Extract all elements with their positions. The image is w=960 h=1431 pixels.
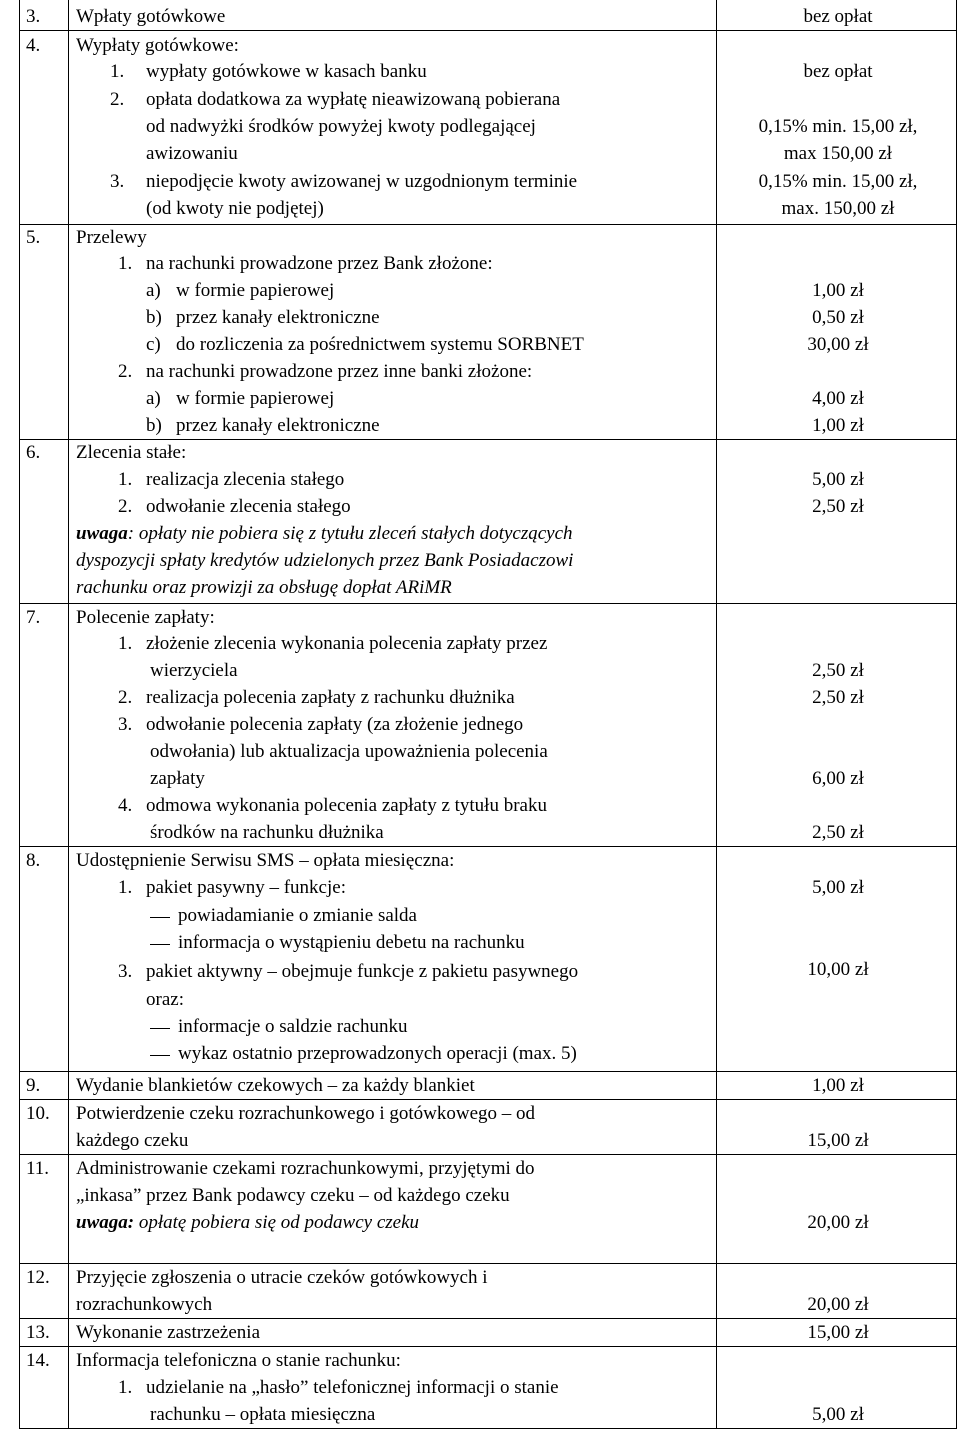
table-border-bottom [19, 1428, 957, 1429]
item-label: niepodjęcie kwoty awizowanej w uzgodnionym terminie [146, 171, 578, 192]
item-label: (od kwoty nie podjętej) [146, 198, 324, 219]
fee-value: 1,00 zł [812, 1075, 864, 1096]
row-divider [19, 439, 957, 440]
row-title: Wpłaty gotówkowe [76, 6, 226, 27]
fee-value: 10,00 zł [807, 959, 869, 980]
item-label: do rozliczenia za pośrednictwem systemu SORBNET [176, 334, 584, 355]
fee-value: 4,00 zł [812, 388, 864, 409]
note-text [76, 524, 573, 543]
item-number: 2. [118, 687, 133, 708]
item-label: rachunku – opłata miesięczna [150, 1404, 376, 1425]
dash-bullet-icon [150, 917, 170, 918]
fee-value: 1,00 zł [812, 415, 864, 436]
row-divider [19, 1318, 957, 1319]
table-border-left [19, 0, 20, 1428]
item-number: 3. [118, 961, 133, 982]
fee-value: 0,15% min. 15,00 zł, [758, 116, 918, 137]
dash-bullet-icon [150, 1055, 170, 1056]
item-number: 1. [118, 469, 133, 490]
item-label: przez kanały elektroniczne [176, 307, 380, 328]
column-divider-number [68, 0, 69, 1428]
item-letter: c) [146, 334, 161, 355]
note-text [76, 1213, 419, 1232]
item-number: 1. [110, 61, 125, 82]
item-label: na rachunki prowadzone przez inne banki złożone: [146, 361, 533, 382]
item-label: awizowaniu [146, 143, 238, 164]
note-line: : opłaty nie pobiera się z tytułu zleceń stałych dotyczących [127, 523, 573, 544]
row-divider [19, 1346, 957, 1347]
row-title: Administrowanie czekami rozrachunkowymi, przyjętymi do [76, 1158, 535, 1179]
row-divider [19, 1099, 957, 1100]
item-label: odwołanie polecenia zapłaty (za złożenie jednego [146, 714, 524, 735]
fee-value: max 150,00 zł [783, 143, 893, 164]
row-divider [19, 224, 957, 225]
row-number: 11. [26, 1158, 50, 1179]
row-title: Przelewy [76, 227, 147, 248]
item-label: na rachunki prowadzone przez Bank złożone: [146, 253, 493, 274]
item-label: w formie papierowej [176, 388, 335, 409]
fee-value: 30,00 zł [807, 334, 869, 355]
row-title: Zlecenia stałe: [76, 442, 187, 463]
item-label: odwołania) lub aktualizacja upoważnienia polecenia [150, 741, 548, 762]
item-label: zapłaty [150, 768, 205, 789]
item-number: 4. [118, 795, 133, 816]
row-number: 13. [26, 1322, 50, 1343]
fee-value: 6,00 zł [812, 768, 864, 789]
fee-value: 5,00 zł [812, 1404, 864, 1425]
item-label: realizacja zlecenia stałego [146, 469, 345, 490]
row-title: Udostępnienie Serwisu SMS – opłata miesięczna: [76, 850, 455, 871]
item-label: złożenie zlecenia wykonania polecenia zapłaty przez [146, 633, 548, 654]
list-item: informacja o wystąpieniu debetu na rachunku [178, 932, 525, 953]
item-number: 2. [118, 496, 133, 517]
item-label: odmowa wykonania polecenia zapłaty z tytułu braku [146, 795, 547, 816]
row-number: 5. [26, 227, 41, 248]
row-divider [19, 603, 957, 604]
item-label: oraz: [146, 989, 184, 1010]
note-label: uwaga [76, 523, 128, 544]
item-number: 2. [110, 89, 125, 110]
list-item: informacje o saldzie rachunku [178, 1016, 408, 1037]
row-title: Wykonanie zastrzeżenia [76, 1322, 260, 1343]
row-number: 10. [26, 1103, 50, 1124]
fee-value: 5,00 zł [812, 877, 864, 898]
fee-value: 1,00 zł [812, 280, 864, 301]
fee-value: 20,00 zł [807, 1212, 869, 1233]
dash-bullet-icon [150, 1028, 170, 1029]
column-divider-fee [716, 0, 717, 1428]
row-number: 6. [26, 442, 41, 463]
fee-value: 2,50 zł [812, 822, 864, 843]
item-number: 1. [118, 253, 133, 274]
dash-bullet-icon [150, 944, 170, 945]
item-label: wypłaty gotówkowe w kasach banku [146, 61, 427, 82]
note-line: dyspozycji spłaty kredytów udzielonych przez Bank Posiadaczowi [76, 550, 574, 571]
fee-value: 15,00 zł [807, 1322, 869, 1343]
row-divider [19, 846, 957, 847]
fee-value: max. 150,00 zł [781, 198, 895, 219]
item-number: 1. [118, 633, 133, 654]
item-label: przez kanały elektroniczne [176, 415, 380, 436]
note-label: uwaga: [76, 1212, 135, 1233]
item-label: wierzyciela [150, 660, 238, 681]
fee-value: 2,50 zł [812, 660, 864, 681]
item-number: 2. [118, 361, 133, 382]
item-letter: b) [146, 415, 162, 436]
row-divider [19, 1263, 957, 1264]
table-border-right [956, 0, 957, 1428]
fee-value: bez opłat [803, 6, 873, 27]
row-title: każdego czeku [76, 1130, 189, 1151]
row-number: 12. [26, 1267, 50, 1288]
row-title: Potwierdzenie czeku rozrachunkowego i gotówkowego – od [76, 1103, 536, 1124]
item-number: 1. [118, 1377, 133, 1398]
row-number: 14. [26, 1350, 50, 1371]
item-letter: b) [146, 307, 162, 328]
list-item: powiadamianie o zmianie salda [178, 905, 417, 926]
fee-value: 0,15% min. 15,00 zł, [758, 171, 918, 192]
fee-value: 0,50 zł [812, 307, 864, 328]
row-number: 8. [26, 850, 41, 871]
row-number: 4. [26, 35, 41, 56]
row-title: Polecenie zapłaty: [76, 607, 215, 628]
item-letter: a) [146, 280, 161, 301]
item-label: realizacja polecenia zapłaty z rachunku dłużnika [146, 687, 515, 708]
item-label: od nadwyżki środków powyżej kwoty podlegającej [146, 116, 536, 137]
item-number: 3. [118, 714, 133, 735]
fee-value: 15,00 zł [807, 1130, 869, 1151]
item-label: udzielanie na „hasło” telefonicznej informacji o stanie [146, 1377, 559, 1398]
row-number: 9. [26, 1075, 41, 1096]
row-title: Wydanie blankietów czekowych – za każdy blankiet [76, 1075, 475, 1096]
fee-value: 2,50 zł [812, 687, 864, 708]
row-title: Przyjęcie zgłoszenia o utracie czeków gotówkowych i [76, 1267, 488, 1288]
row-divider [19, 1071, 957, 1072]
row-title: rozrachunkowych [76, 1294, 213, 1315]
row-title: „inkasa” przez Bank podawcy czeku – od każdego czeku [76, 1185, 510, 1206]
list-item: wykaz ostatnio przeprowadzonych operacji (max. 5) [178, 1043, 577, 1064]
fee-value: 5,00 zł [812, 469, 864, 490]
item-label: pakiet aktywny – obejmuje funkcje z pakietu pasywnego [146, 961, 579, 982]
item-label: środków na rachunku dłużnika [150, 822, 384, 843]
row-divider [19, 30, 957, 31]
row-number: 3. [26, 6, 41, 27]
item-label: opłata dodatkowa za wypłatę nieawizowaną pobierana [146, 89, 561, 110]
row-title: Wypłaty gotówkowe: [76, 35, 239, 56]
fee-value: 2,50 zł [812, 496, 864, 517]
item-number: 1. [118, 877, 133, 898]
row-title: Informacja telefoniczna o stanie rachunku: [76, 1350, 401, 1371]
fee-value: 20,00 zł [807, 1294, 869, 1315]
row-number: 7. [26, 607, 41, 628]
note-line: opłatę pobiera się od podawcy czeku [134, 1212, 420, 1233]
row-divider [19, 1154, 957, 1155]
item-letter: a) [146, 388, 161, 409]
item-label: odwołanie zlecenia stałego [146, 496, 351, 517]
item-number: 3. [110, 171, 125, 192]
fee-value: bez opłat [803, 61, 873, 82]
item-label: pakiet pasywny – funkcje: [146, 877, 346, 898]
item-label: w formie papierowej [176, 280, 335, 301]
note-line: rachunku oraz prowizji za obsługę dopłat ARiMR [76, 577, 452, 598]
